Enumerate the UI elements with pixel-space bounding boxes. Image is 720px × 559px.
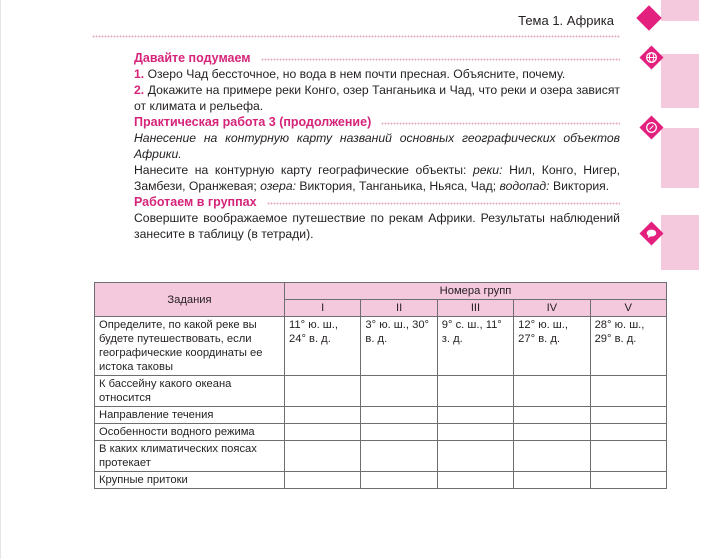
- page-tab: [661, 54, 699, 108]
- groups-column-header: Номера групп: [285, 283, 667, 300]
- compass-icon: [640, 116, 664, 140]
- empty-cell: [437, 407, 513, 424]
- empty-cell: [361, 424, 437, 441]
- page-tab: [661, 128, 699, 188]
- empty-cell: [285, 424, 361, 441]
- coord-cell: 12° ю. ш., 27° в. д.: [514, 317, 590, 376]
- task-column-header: Задания: [95, 283, 285, 317]
- waterfall-name: Виктория.: [552, 179, 610, 193]
- empty-cell: [361, 407, 437, 424]
- main-content: [134, 50, 620, 242]
- empty-cell: [437, 376, 513, 407]
- practical-subtitle: Нанесение на контурную карту названий основных географических объектов Африки.: [134, 131, 620, 161]
- empty-cell: [285, 407, 361, 424]
- heading-dots: [261, 58, 620, 61]
- section-heading-practical: [134, 114, 620, 130]
- task-cell: Крупные притоки: [95, 472, 285, 489]
- question-text: Озеро Чад бессточное, но вода в нем почти пресная. Объясните, почему.: [147, 67, 566, 81]
- empty-cell: [514, 472, 590, 489]
- empty-cell: [437, 424, 513, 441]
- header-divider: [92, 35, 620, 38]
- question-2: [134, 82, 620, 114]
- heading-text: Практическая работа 3 (продолжение): [134, 115, 372, 129]
- empty-cell: [590, 407, 666, 424]
- empty-cell: [361, 376, 437, 407]
- table-row: [95, 317, 667, 376]
- task-cell: К бассейну какого океана относится: [95, 376, 285, 407]
- task-cell: Определите, по какой реке вы будете путешествовать, если географические координаты ее истока таковы: [95, 317, 285, 376]
- empty-cell: [285, 472, 361, 489]
- empty-cell: [437, 472, 513, 489]
- table-row: [95, 407, 667, 424]
- speech-bubble-icon: [640, 222, 664, 246]
- section-heading-groups: [134, 194, 620, 210]
- group-number: III: [437, 300, 513, 317]
- groups-text: Совершите воображаемое путешествие по рекам Африки. Результаты наблюдений занесите в таблицу (в тетради).: [134, 211, 620, 241]
- table-row: [95, 472, 667, 489]
- section-heading-think: [134, 50, 620, 66]
- coord-cell: 11° ю. ш., 24° в. д.: [285, 317, 361, 376]
- heading-dots: [267, 202, 620, 205]
- table-header-row: [95, 283, 667, 300]
- globe-icon: [640, 46, 664, 70]
- empty-cell: [514, 376, 590, 407]
- empty-cell: [590, 424, 666, 441]
- table-row: [95, 441, 667, 472]
- group-number: I: [285, 300, 361, 317]
- page-title: Тема 1. Африка: [518, 13, 614, 28]
- empty-cell: [285, 376, 361, 407]
- empty-cell: [361, 472, 437, 489]
- task-cell: В каких климатических поясах протекает: [95, 441, 285, 472]
- empty-cell: [437, 441, 513, 472]
- coord-cell: 28° ю. ш., 29° в. д.: [590, 317, 666, 376]
- group-number: II: [361, 300, 437, 317]
- empty-cell: [514, 407, 590, 424]
- task-cell: Особенности водного режима: [95, 424, 285, 441]
- empty-cell: [514, 424, 590, 441]
- task-cell: Направление течения: [95, 407, 285, 424]
- task-table: [94, 282, 667, 489]
- group-number: V: [590, 300, 666, 317]
- question-number: 1.: [134, 67, 145, 81]
- empty-cell: [361, 441, 437, 472]
- waterfall-label: водопад:: [499, 179, 550, 193]
- page-tab: [661, 215, 699, 270]
- instructions-lead: Нанесите на контурную карту географические объекты:: [134, 163, 467, 177]
- page-tab: [661, 0, 699, 21]
- page-header: [92, 10, 620, 40]
- heading-text: Давайте подумаем: [134, 51, 251, 65]
- empty-cell: [285, 441, 361, 472]
- empty-cell: [590, 441, 666, 472]
- lakes-label: озера:: [260, 179, 296, 193]
- table-row: [95, 376, 667, 407]
- heading-text: Работаем в группах: [134, 195, 257, 209]
- question-1: [134, 66, 620, 82]
- rivers-label: реки:: [472, 163, 503, 177]
- table-row: [95, 424, 667, 441]
- coord-cell: 9° с. ш., 11° з. д.: [437, 317, 513, 376]
- coord-cell: 3° ю. ш., 30° в. д.: [361, 317, 437, 376]
- question-text: Докажите на примере реки Конго, озер Танганьика и Чад, что реки и озера зависят от климата и рельефа.: [134, 83, 620, 113]
- lakes-list: Виктория, Танганьика, Ньяса, Чад;: [299, 179, 497, 193]
- heading-dots: [381, 122, 620, 125]
- group-number: IV: [514, 300, 590, 317]
- empty-cell: [590, 472, 666, 489]
- rivers-list: Нил, Конго, Нигер, Замбези, Оранжевая;: [134, 163, 621, 193]
- empty-cell: [514, 441, 590, 472]
- question-number: 2.: [134, 83, 145, 97]
- practical-instructions: [134, 162, 620, 194]
- empty-cell: [590, 376, 666, 407]
